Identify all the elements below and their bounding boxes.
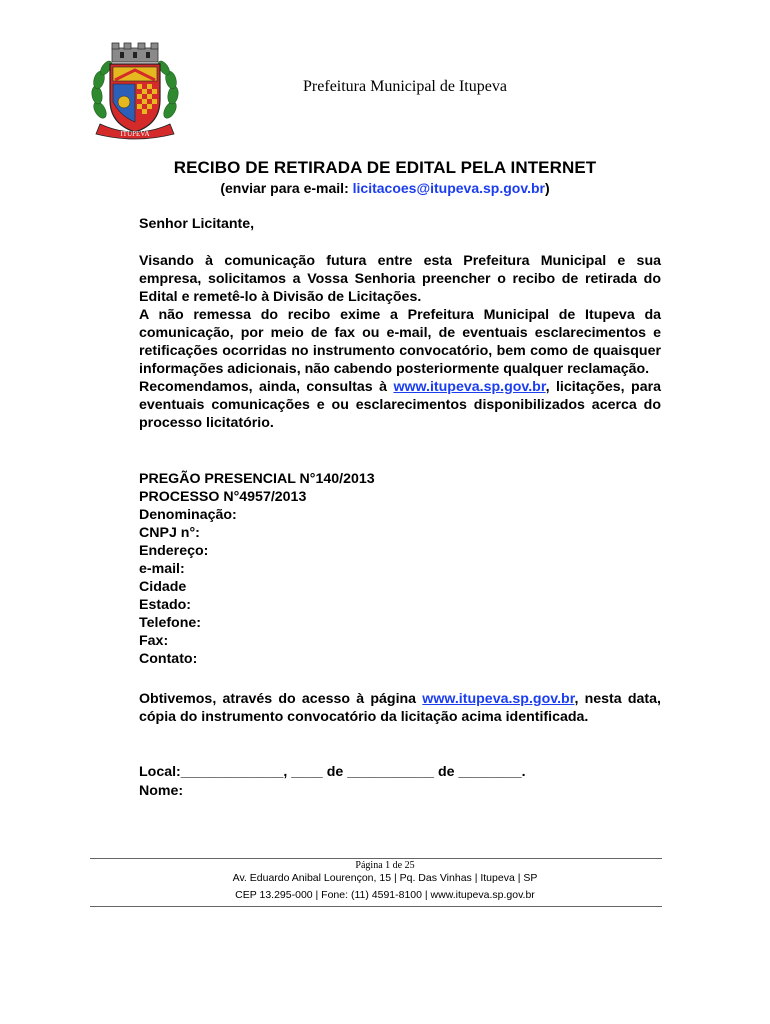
organization-header: Prefeitura Municipal de Itupeva	[303, 78, 507, 95]
form-fields	[139, 470, 661, 668]
contact-email: licitacoes@itupeva.sp.gov.br	[352, 180, 545, 196]
name-line: Nome:	[139, 783, 184, 799]
salutation: Senhor Licitante,	[139, 216, 255, 232]
page-number: Página 1 de 25	[355, 860, 415, 871]
body-paragraphs	[139, 252, 661, 432]
field-contato: Contato:	[139, 651, 198, 667]
subtitle-prefix: (enviar para e-mail:	[220, 180, 353, 196]
field-endereco: Endereço:	[139, 543, 209, 559]
paragraph-recommendation-prefix: Recomendamos, ainda, consultas à	[139, 379, 394, 395]
acknowledgement-website-link[interactable]: www.itupeva.sp.gov.br	[422, 691, 575, 707]
footer-address: Av. Eduardo Anibal Lourençon, 15 | Pq. Das Vinhas | Itupeva | SP	[232, 872, 538, 884]
paragraph-intro: Visando à comunicação futura entre esta Prefeitura Municipal e sua empresa, solicitamos a Vossa Senhoria preencher o recibo de retirada do Edital e remetê-lo à Divisão de Licitações.	[139, 253, 661, 305]
acknowledgement-prefix: Obtivemos, através do acesso à página	[139, 691, 423, 707]
paragraph-recommendation-suffix: , licitações, para eventuais comunicações e ou esclarecimentos disponibilizados acerca do processo licitatório.	[139, 379, 662, 431]
paragraph-recommendation	[139, 378, 661, 432]
field-cnpj: CNPJ n°:	[139, 525, 200, 541]
local-date-line: Local:_____________, ____ de ___________ de ________.	[139, 764, 526, 780]
document-subtitle	[0, 180, 770, 196]
subtitle-suffix: )	[544, 180, 550, 196]
field-estado: Estado:	[139, 597, 192, 613]
field-fax: Fax:	[139, 633, 169, 649]
paragraph-notice: A não remessa do recibo exime a Prefeitura Municipal de Itupeva da comunicação, por meio de fax ou e-mail, de eventuais esclarecimentos e retificações ocorridas no instrumento convocatório, bem como de quaisquer informações adicionais, não cabendo posteriormente qualquer reclamação.	[139, 307, 661, 377]
field-email: e-mail:	[139, 561, 185, 577]
field-denominacao: Denominação:	[139, 507, 237, 523]
website-link[interactable]: www.itupeva.sp.gov.br	[393, 379, 546, 395]
field-telefone: Telefone:	[139, 615, 202, 631]
field-pregao: PREGÃO PRESENCIAL N°140/2013	[139, 471, 375, 487]
field-processo: PROCESSO N°4957/2013	[139, 489, 307, 505]
footer-contact: CEP 13.295-000 | Fone: (11) 4591-8100 | www.itupeva.sp.gov.br	[235, 889, 535, 901]
field-cidade: Cidade	[139, 579, 187, 595]
signature-block	[139, 763, 661, 801]
acknowledgement-paragraph	[139, 690, 661, 726]
svg-text:ITUPEVA: ITUPEVA	[120, 130, 150, 138]
document-title: RECIBO DE RETIRADA DE EDITAL PELA INTERNET	[173, 158, 597, 177]
acknowledgement-suffix: , nesta data, cópia do instrumento convocatório da licitação acima identificada.	[139, 691, 661, 725]
footer-divider-top	[90, 858, 662, 859]
footer-divider-bottom	[90, 906, 662, 907]
